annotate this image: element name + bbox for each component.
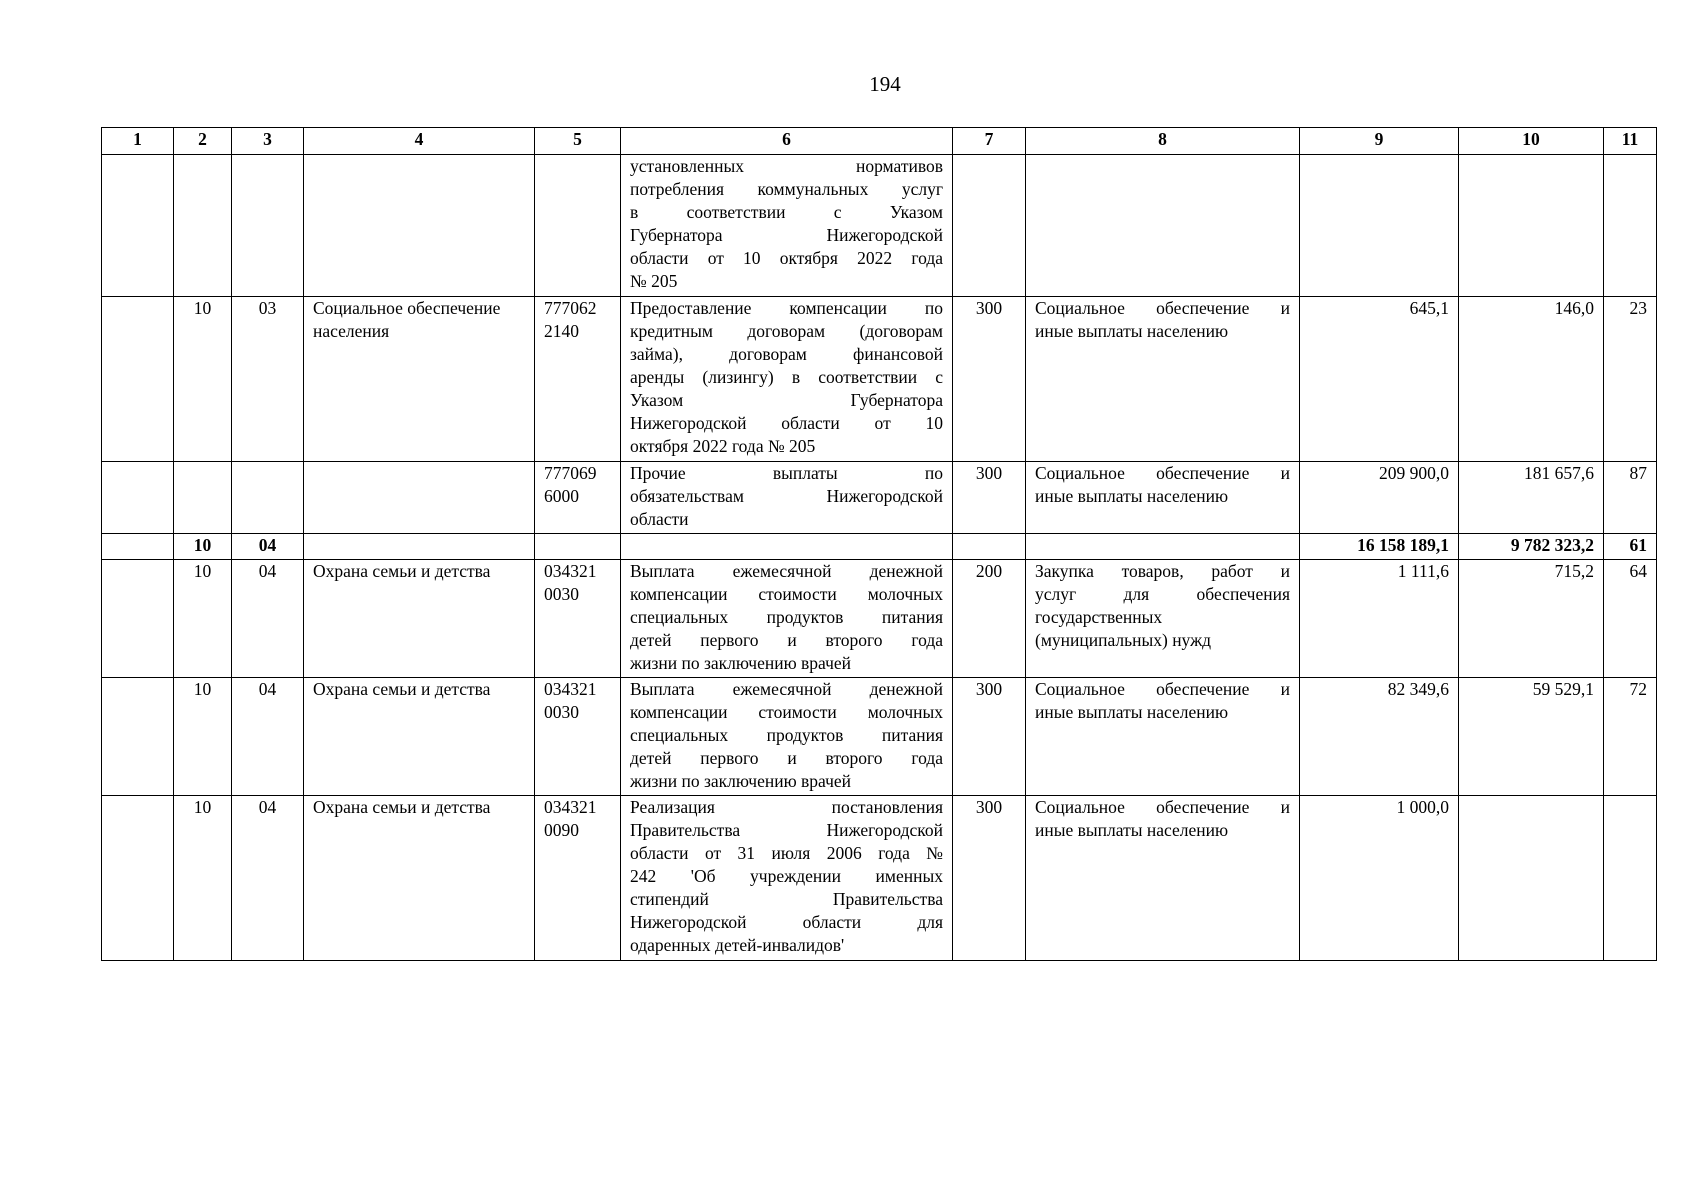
cell-percent: 23 [1604, 297, 1657, 462]
description-line: области [630, 509, 689, 529]
cell-expense-type: 200 [953, 560, 1026, 678]
cell-percent [1604, 796, 1657, 961]
cell-target-code [535, 796, 621, 961]
description-line: Указом Губернатора [630, 390, 943, 410]
col-header: 4 [304, 128, 535, 155]
cell-expense-name [1026, 534, 1300, 560]
cell-col1 [102, 155, 174, 297]
description-line: обязательствам Нижегородской [630, 486, 943, 506]
cell-section [174, 155, 232, 297]
expense-name-line: услуг для обеспечения [1035, 584, 1290, 604]
description-line: Нижегородской области от 10 [630, 413, 943, 433]
expense-name-line: Закупка товаров, работ и [1035, 561, 1290, 581]
col-header: 1 [102, 128, 174, 155]
description-line: № 205 [630, 271, 678, 291]
expense-name-line: (муниципальных) нужд [1035, 630, 1212, 650]
target-code-part: 777069 [544, 463, 597, 483]
cell-subsection: 04 [232, 560, 304, 678]
cell-subsection: 04 [232, 678, 304, 796]
cell-actual-amount: 59 529,1 [1459, 678, 1604, 796]
cell-actual-amount: 146,0 [1459, 297, 1604, 462]
cell-expense-type: 300 [953, 796, 1026, 961]
description-line: Правительства Нижегородской [630, 820, 943, 840]
table-header [102, 128, 1657, 155]
target-code-part: 0090 [544, 820, 579, 840]
description-line: аренды (лизингу) в соответствии с [630, 367, 943, 387]
cell-description [621, 534, 953, 560]
table-row [102, 462, 1657, 534]
target-code-part: 0030 [544, 584, 579, 604]
expense-name-line: Социальное обеспечение и [1035, 298, 1290, 318]
target-code-part: 777062 [544, 298, 597, 318]
target-code-part: 034321 [544, 797, 597, 817]
cell-subsection-name: Охрана семьи и детства [304, 678, 535, 796]
target-code-part: 0030 [544, 702, 579, 722]
col-header: 9 [1300, 128, 1459, 155]
cell-target-code [535, 534, 621, 560]
cell-expense-name [1026, 297, 1300, 462]
col-header: 6 [621, 128, 953, 155]
col-header: 8 [1026, 128, 1300, 155]
cell-plan-amount: 82 349,6 [1300, 678, 1459, 796]
expense-name-line: государственных [1035, 607, 1163, 627]
expense-name-line: Социальное обеспечение и [1035, 797, 1290, 817]
description-line: области от 31 июля 2006 года № [630, 843, 943, 863]
description-line: Нижегородской области для [630, 912, 943, 932]
table-body [102, 155, 1657, 961]
cell-section: 10 [174, 560, 232, 678]
cell-col1 [102, 462, 174, 534]
cell-subsection [232, 462, 304, 534]
description-line: компенсации стоимости молочных [630, 702, 943, 722]
description-line: в соответствии с Указом [630, 202, 943, 222]
description-line: детей первого и второго года [630, 748, 943, 768]
cell-percent: 72 [1604, 678, 1657, 796]
description-line: жизни по заключению врачей [630, 771, 852, 791]
cell-col1 [102, 534, 174, 560]
cell-actual-amount [1459, 155, 1604, 297]
header-row [102, 128, 1657, 155]
cell-expense-name [1026, 678, 1300, 796]
cell-description [621, 155, 953, 297]
cell-section: 10 [174, 297, 232, 462]
cell-description [621, 297, 953, 462]
description-line: области от 10 октября 2022 года [630, 248, 943, 268]
cell-target-code [535, 678, 621, 796]
cell-section: 10 [174, 534, 232, 560]
col-header: 7 [953, 128, 1026, 155]
cell-subsection: 04 [232, 534, 304, 560]
target-code-part: 6000 [544, 486, 579, 506]
description-line: октября 2022 года № 205 [630, 436, 816, 456]
col-header: 10 [1459, 128, 1604, 155]
cell-col1 [102, 297, 174, 462]
cell-plan-amount [1300, 155, 1459, 297]
expense-name-line: иные выплаты населению [1035, 486, 1229, 506]
table-row [102, 297, 1657, 462]
col-header: 11 [1604, 128, 1657, 155]
cell-subsection [232, 155, 304, 297]
cell-plan-amount: 209 900,0 [1300, 462, 1459, 534]
cell-description [621, 560, 953, 678]
cell-expense-type: 300 [953, 297, 1026, 462]
table-row [102, 560, 1657, 678]
description-line: одаренных детей-инвалидов' [630, 935, 845, 955]
expense-name-line: Социальное обеспечение и [1035, 679, 1290, 699]
description-line: Выплата ежемесячной денежной [630, 679, 943, 699]
cell-percent: 61 [1604, 534, 1657, 560]
cell-col1 [102, 678, 174, 796]
description-line: жизни по заключению врачей [630, 653, 852, 673]
description-line: Выплата ежемесячной денежной [630, 561, 943, 581]
description-line: Прочие выплаты по [630, 463, 943, 483]
cell-actual-amount: 715,2 [1459, 560, 1604, 678]
cell-subsection-name: Социальное обеспечение населения [304, 297, 535, 462]
cell-target-code [535, 155, 621, 297]
cell-subsection-name [304, 155, 535, 297]
cell-percent: 64 [1604, 560, 1657, 678]
cell-expense-name [1026, 155, 1300, 297]
cell-subsection-name [304, 534, 535, 560]
col-header: 5 [535, 128, 621, 155]
cell-subsection: 04 [232, 796, 304, 961]
description-line: Губернатора Нижегородской [630, 225, 943, 245]
description-line: Реализация постановления [630, 797, 943, 817]
description-line: компенсации стоимости молочных [630, 584, 943, 604]
description-line: Предоставление компенсации по [630, 298, 943, 318]
expense-name-line: иные выплаты населению [1035, 702, 1229, 722]
cell-col1 [102, 560, 174, 678]
cell-section: 10 [174, 678, 232, 796]
cell-plan-amount: 645,1 [1300, 297, 1459, 462]
cell-target-code [535, 462, 621, 534]
cell-expense-name [1026, 796, 1300, 961]
description-line: специальных продуктов питания [630, 607, 943, 627]
target-code-part: 2140 [544, 321, 579, 341]
description-line: потребления коммунальных услуг [630, 179, 943, 199]
description-line: займа), договорам финансовой [630, 344, 943, 364]
cell-expense-type: 300 [953, 462, 1026, 534]
cell-subsection: 03 [232, 297, 304, 462]
cell-section [174, 462, 232, 534]
col-header: 3 [232, 128, 304, 155]
description-line: детей первого и второго года [630, 630, 943, 650]
cell-target-code [535, 560, 621, 678]
expense-name-line: иные выплаты населению [1035, 321, 1229, 341]
cell-expense-name [1026, 462, 1300, 534]
target-code-part: 034321 [544, 561, 597, 581]
description-line: специальных продуктов питания [630, 725, 943, 745]
cell-expense-type [953, 534, 1026, 560]
table-row [102, 796, 1657, 961]
cell-subsection-name: Охрана семьи и детства [304, 560, 535, 678]
cell-actual-amount: 9 782 323,2 [1459, 534, 1604, 560]
cell-actual-amount: 181 657,6 [1459, 462, 1604, 534]
budget-table [101, 127, 1657, 961]
description-line: кредитным договорам (договорам [630, 321, 943, 341]
cell-col1 [102, 796, 174, 961]
cell-subsection-name [304, 462, 535, 534]
description-line: установленных нормативов [630, 156, 943, 176]
description-line: 242 'Об учреждении именных [630, 866, 943, 886]
cell-expense-name [1026, 560, 1300, 678]
cell-description [621, 462, 953, 534]
table-row [102, 678, 1657, 796]
target-code-part: 034321 [544, 679, 597, 699]
cell-section: 10 [174, 796, 232, 961]
cell-plan-amount: 1 111,6 [1300, 560, 1459, 678]
cell-expense-type [953, 155, 1026, 297]
expense-name-line: Социальное обеспечение и [1035, 463, 1290, 483]
cell-actual-amount [1459, 796, 1604, 961]
cell-subsection-name: Охрана семьи и детства [304, 796, 535, 961]
table-row [102, 155, 1657, 297]
page-number: 194 [869, 72, 901, 96]
cell-percent [1604, 155, 1657, 297]
cell-plan-amount: 16 158 189,1 [1300, 534, 1459, 560]
cell-expense-type: 300 [953, 678, 1026, 796]
cell-plan-amount: 1 000,0 [1300, 796, 1459, 961]
expense-name-line: иные выплаты населению [1035, 820, 1229, 840]
col-header: 2 [174, 128, 232, 155]
cell-target-code [535, 297, 621, 462]
cell-percent: 87 [1604, 462, 1657, 534]
cell-description [621, 796, 953, 961]
description-line: стипендий Правительства [630, 889, 943, 909]
subtotal-row [102, 534, 1657, 560]
cell-description [621, 678, 953, 796]
